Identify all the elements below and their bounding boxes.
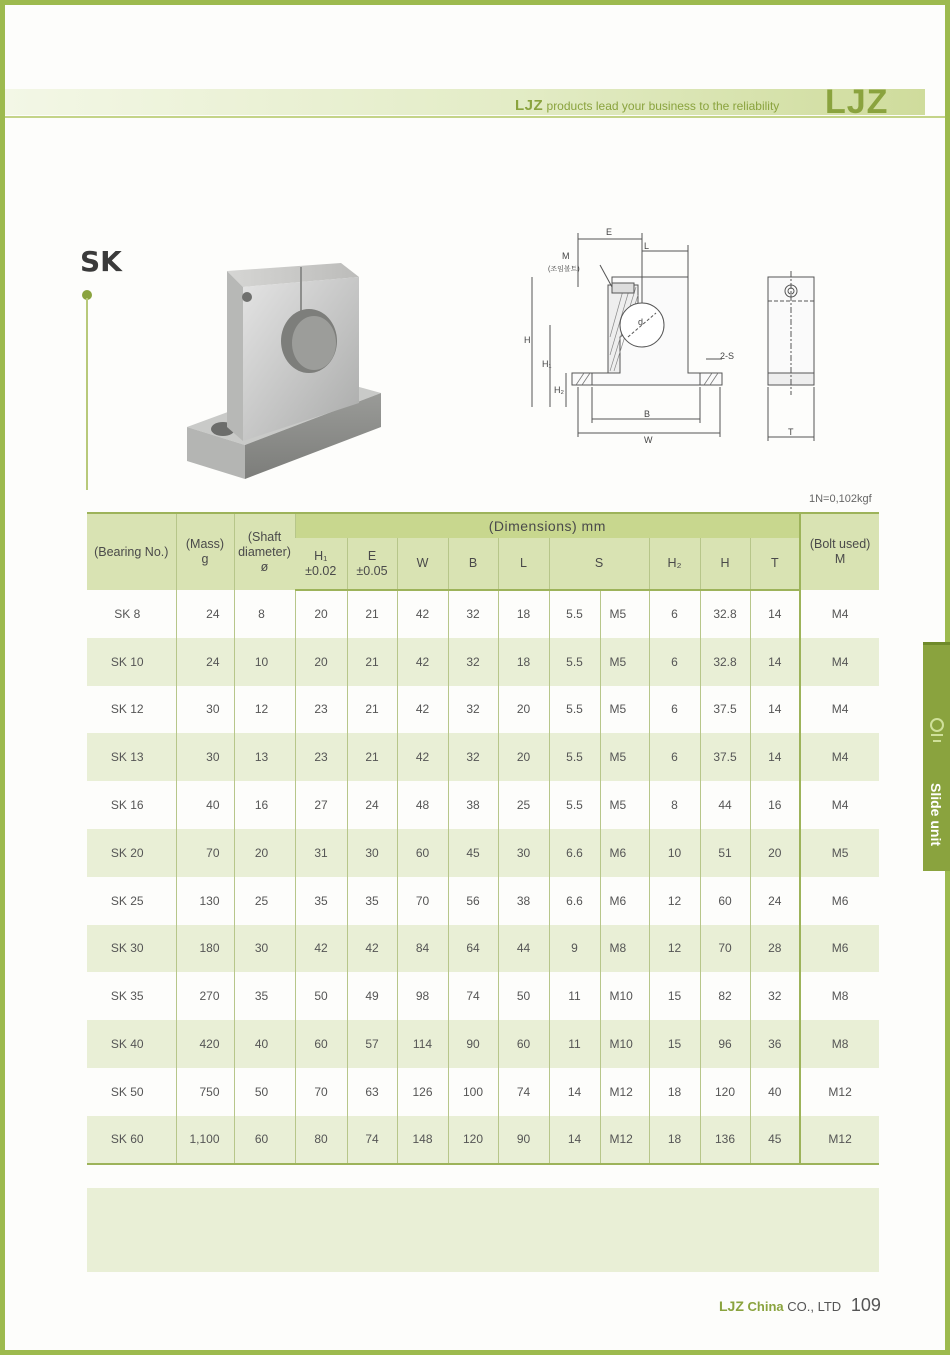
cell-t: 14	[750, 733, 800, 781]
cell-model: SK 13	[87, 733, 176, 781]
cell-w: 60	[397, 829, 448, 877]
cell-l: 90	[498, 1116, 549, 1164]
table-row	[87, 1068, 879, 1116]
cell-s1: 9	[549, 925, 600, 973]
cell-h: 120	[700, 1068, 750, 1116]
cell-mass: 24	[176, 590, 234, 638]
cell-h: 70	[700, 925, 750, 973]
col-h1: H₁ ±0.02	[295, 538, 347, 590]
cell-t: 14	[750, 686, 800, 734]
cell-s1: 5.5	[549, 686, 600, 734]
cell-b: 38	[448, 781, 498, 829]
cell-bolt: M4	[800, 686, 879, 734]
cell-h1: 80	[295, 1116, 347, 1164]
cell-s1: 5.5	[549, 781, 600, 829]
dim-label-t: T	[788, 427, 794, 437]
col-shaft-diameter: (Shaft diameter) ø	[234, 513, 295, 590]
cell-shaft: 40	[234, 1020, 295, 1068]
dim-label-b: B	[644, 409, 651, 419]
dim-label-m-note: (조임볼트)	[548, 266, 580, 273]
cell-bolt: M8	[800, 1020, 879, 1068]
cell-h: 44	[700, 781, 750, 829]
cell-t: 14	[750, 590, 800, 638]
notes-box	[87, 1188, 879, 1272]
cell-shaft: 35	[234, 972, 295, 1020]
cell-e: 42	[347, 925, 397, 973]
header-band	[5, 89, 925, 115]
cell-shaft: 10	[234, 638, 295, 686]
unit-note: 1N=0,102kgf	[809, 493, 872, 505]
cell-h1: 20	[295, 590, 347, 638]
cell-shaft: 50	[234, 1068, 295, 1116]
cell-h: 96	[700, 1020, 750, 1068]
cell-mass: 750	[176, 1068, 234, 1116]
cell-shaft: 8	[234, 590, 295, 638]
col-t: T	[750, 538, 800, 590]
cell-l: 18	[498, 590, 549, 638]
cell-l: 74	[498, 1068, 549, 1116]
cell-bolt: M4	[800, 590, 879, 638]
footer-china: China	[747, 1299, 784, 1314]
col-h: H	[700, 538, 750, 590]
table-row	[87, 733, 879, 781]
side-tab-label: Slide unit	[928, 783, 944, 846]
cell-w: 42	[397, 686, 448, 734]
cell-e: 24	[347, 781, 397, 829]
cell-b: 32	[448, 590, 498, 638]
cell-s2: M12	[600, 1068, 649, 1116]
cell-h: 60	[700, 877, 750, 925]
cell-b: 90	[448, 1020, 498, 1068]
cell-w: 42	[397, 733, 448, 781]
table-row	[87, 829, 879, 877]
dim-label-h: H	[524, 335, 531, 345]
cell-s1: 5.5	[549, 590, 600, 638]
cell-model: SK 16	[110, 798, 144, 813]
cell-shaft: 13	[234, 733, 295, 781]
cell-e: 57	[347, 1020, 397, 1068]
col-group-dimensions: (Dimensions) mm	[295, 513, 800, 538]
title-rule	[86, 298, 88, 490]
table-row	[87, 925, 879, 973]
cell-h1: 20	[295, 638, 347, 686]
cell-h1: 60	[295, 1020, 347, 1068]
cell-t: 36	[750, 1020, 800, 1068]
col-bolt-used: (Bolt used) M	[800, 513, 879, 590]
col-w: W	[397, 538, 448, 590]
dim-label-2s: 2-S	[720, 351, 735, 361]
cell-t: 40	[750, 1068, 800, 1116]
footer-brand: LJZ	[719, 1298, 744, 1314]
cell-h: 32.8	[700, 638, 750, 686]
cell-t: 32	[750, 972, 800, 1020]
header-divider	[5, 116, 945, 118]
cell-e: 21	[347, 590, 397, 638]
dim-label-m: M	[562, 251, 570, 261]
cell-model: SK 25	[110, 893, 144, 908]
cell-h: 51	[700, 829, 750, 877]
cell-b: 64	[448, 925, 498, 973]
cell-w: 126	[397, 1068, 448, 1116]
cell-bolt: M5	[800, 829, 879, 877]
cell-model: SK 10	[87, 638, 176, 686]
cell-mass: 40	[176, 781, 234, 829]
cell-l: 25	[498, 781, 549, 829]
cell-h2: 8	[649, 781, 700, 829]
cell-s2: M10	[600, 972, 649, 1020]
product-photo	[183, 257, 389, 489]
cell-s2: M5	[600, 590, 649, 638]
cell-h1: 70	[295, 1068, 347, 1116]
cell-s1: 6.6	[549, 877, 600, 925]
footer	[719, 1295, 881, 1316]
header-brand-small: LJZ	[515, 97, 544, 114]
cell-l: 30	[498, 829, 549, 877]
cell-e: 30	[347, 829, 397, 877]
cell-e: 74	[347, 1116, 397, 1164]
cell-e: 49	[347, 972, 397, 1020]
col-s: S	[549, 538, 649, 590]
side-tab-slide-unit[interactable]	[923, 645, 950, 871]
table-row	[87, 686, 879, 734]
cell-s2: M12	[600, 1116, 649, 1164]
cell-l: 20	[498, 686, 549, 734]
cell-mass: 30	[176, 733, 234, 781]
table-row	[87, 590, 879, 638]
cell-b: 32	[448, 733, 498, 781]
cell-model: SK 8	[114, 606, 141, 621]
cell-h: 37.5	[700, 733, 750, 781]
cell-s1: 5.5	[549, 733, 600, 781]
cell-h1: 23	[295, 733, 347, 781]
cell-bolt: M4	[800, 733, 879, 781]
cell-b: 120	[448, 1116, 498, 1164]
cell-l: 50	[498, 972, 549, 1020]
cell-bolt: M4	[800, 781, 879, 829]
cell-e: 21	[347, 686, 397, 734]
footer-company: CO., LTD	[787, 1299, 842, 1314]
cell-mass: 270	[176, 972, 234, 1020]
cell-shaft: 60	[234, 1116, 295, 1164]
cell-mass: 180	[176, 925, 234, 973]
cell-w: 98	[397, 972, 448, 1020]
cell-mass: 30	[176, 686, 234, 734]
cell-shaft: 25	[234, 877, 295, 925]
cell-h: 32.8	[700, 590, 750, 638]
cell-bolt: M4	[800, 638, 879, 686]
cell-h2: 15	[649, 972, 700, 1020]
cell-model: SK 60	[87, 1116, 176, 1164]
col-e: E ±0.05	[347, 538, 397, 590]
cell-w: 42	[397, 590, 448, 638]
table-row	[87, 781, 879, 829]
cell-s2: M10	[600, 1020, 649, 1068]
cell-w: 148	[397, 1116, 448, 1164]
cell-model: SK 40	[87, 1020, 176, 1068]
cell-l: 44	[498, 925, 549, 973]
cell-b: 32	[448, 686, 498, 734]
cell-e: 63	[347, 1068, 397, 1116]
cell-bolt: M6	[800, 877, 879, 925]
cell-l: 18	[498, 638, 549, 686]
page-number: 109	[850, 1295, 881, 1315]
cell-bolt: M12	[800, 1068, 879, 1116]
header-tagline	[515, 97, 779, 114]
dim-label-h2: H₂	[554, 385, 564, 395]
cell-shaft: 30	[234, 925, 295, 973]
cell-t: 20	[750, 829, 800, 877]
cell-w: 42	[397, 638, 448, 686]
cell-h1: 35	[295, 877, 347, 925]
cell-s1: 11	[549, 1020, 600, 1068]
cell-h2: 18	[649, 1068, 700, 1116]
cell-s2: M8	[600, 925, 649, 973]
header-brand-logo: LJZ	[825, 83, 889, 121]
cell-h2: 6	[649, 638, 700, 686]
col-h2: H₂	[649, 538, 700, 590]
cell-b: 74	[448, 972, 498, 1020]
cell-model: SK 20	[87, 829, 176, 877]
dim-label-d: d	[638, 317, 644, 327]
cell-s1: 14	[549, 1116, 600, 1164]
cell-bolt: M8	[800, 972, 879, 1020]
table-row	[87, 877, 879, 925]
cell-t: 45	[750, 1116, 800, 1164]
cell-b: 56	[448, 877, 498, 925]
cell-s1: 6.6	[549, 829, 600, 877]
table-row	[87, 972, 879, 1020]
table-row	[87, 638, 879, 686]
cell-t: 24	[750, 877, 800, 925]
cell-h2: 10	[649, 829, 700, 877]
cell-w: 48	[397, 781, 448, 829]
cell-s2: M5	[600, 781, 649, 829]
cell-h2: 6	[649, 686, 700, 734]
cell-l: 60	[498, 1020, 549, 1068]
cell-model: SK 35	[110, 989, 144, 1004]
spec-table	[87, 512, 879, 1165]
cell-h2: 12	[649, 925, 700, 973]
col-l: L	[498, 538, 549, 590]
cell-shaft: 16	[234, 781, 295, 829]
cell-s2: M5	[600, 686, 649, 734]
col-mass: (Mass) g	[176, 513, 234, 590]
cell-bolt: M12	[800, 1116, 879, 1164]
cell-shaft: 12	[234, 686, 295, 734]
col-bearing-no: (Bearing No.)	[87, 513, 176, 590]
product-title: SK	[80, 245, 122, 278]
cell-mass: 420	[176, 1020, 234, 1068]
cell-h1: 50	[295, 972, 347, 1020]
spec-table-body	[87, 590, 879, 1164]
cell-t: 28	[750, 925, 800, 973]
cell-h2: 6	[649, 733, 700, 781]
cell-mass: 70	[176, 829, 234, 877]
cell-b: 32	[448, 638, 498, 686]
cell-h1: 27	[295, 781, 347, 829]
cell-e: 21	[347, 733, 397, 781]
cell-t: 16	[750, 781, 800, 829]
col-b: B	[448, 538, 498, 590]
cell-b: 100	[448, 1068, 498, 1116]
cell-bolt: M6	[800, 925, 879, 973]
slide-unit-icon	[927, 715, 947, 745]
cell-s1: 14	[549, 1068, 600, 1116]
cell-w: 84	[397, 925, 448, 973]
cell-e: 35	[347, 877, 397, 925]
cell-h: 82	[700, 972, 750, 1020]
cell-h: 37.5	[700, 686, 750, 734]
cell-mass: 130	[176, 877, 234, 925]
cell-h2: 12	[649, 877, 700, 925]
cell-h2: 6	[649, 590, 700, 638]
cell-w: 70	[397, 877, 448, 925]
cell-b: 45	[448, 829, 498, 877]
cell-h1: 31	[295, 829, 347, 877]
dim-label-w: W	[644, 435, 653, 445]
cell-h2: 18	[649, 1116, 700, 1164]
cell-s2: M6	[600, 877, 649, 925]
cell-s2: M6	[600, 829, 649, 877]
cell-e: 21	[347, 638, 397, 686]
dim-label-l: L	[644, 241, 650, 251]
technical-drawing	[520, 225, 820, 447]
table-header-row	[87, 513, 879, 538]
cell-w: 114	[397, 1020, 448, 1068]
cell-model: SK 30	[87, 925, 176, 973]
cell-t: 14	[750, 638, 800, 686]
cell-l: 20	[498, 733, 549, 781]
cell-s2: M5	[600, 638, 649, 686]
cell-h2: 15	[649, 1020, 700, 1068]
cell-s2: M5	[600, 733, 649, 781]
cell-model: SK 12	[110, 702, 144, 717]
cell-h: 136	[700, 1116, 750, 1164]
table-row	[87, 1020, 879, 1068]
cell-h1: 42	[295, 925, 347, 973]
cell-s1: 11	[549, 972, 600, 1020]
dim-label-e: E	[606, 227, 613, 237]
cell-shaft: 20	[234, 829, 295, 877]
cell-h1: 23	[295, 686, 347, 734]
table-row	[87, 1116, 879, 1164]
header-tagline-text: products lead your business to the reliability	[546, 99, 780, 113]
dim-label-h1: H₁	[542, 359, 552, 369]
cell-l: 38	[498, 877, 549, 925]
cell-mass: 24	[176, 638, 234, 686]
cell-s1: 5.5	[549, 638, 600, 686]
cell-model: SK 50	[110, 1084, 144, 1099]
cell-mass: 1,100	[176, 1116, 234, 1164]
